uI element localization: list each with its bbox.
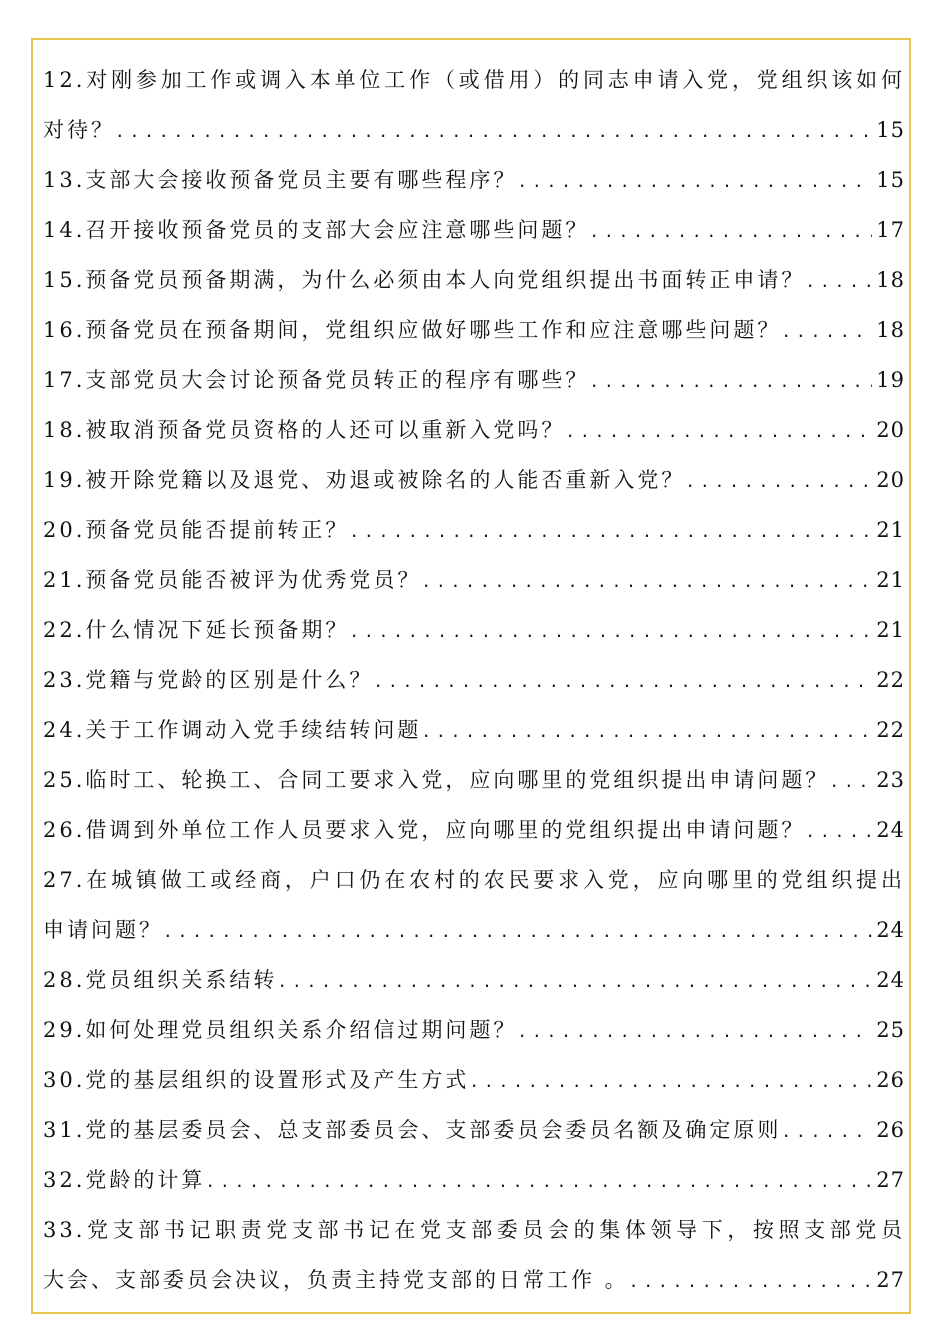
toc-dot-leader xyxy=(469,1057,872,1107)
toc-page-number: 21 xyxy=(876,518,905,542)
toc-dot-leader xyxy=(517,1007,872,1057)
toc-entry-last-line xyxy=(43,1055,905,1105)
toc-dot-leader xyxy=(629,1257,873,1307)
toc-page-number: 17 xyxy=(876,218,905,242)
toc-page-number: 26 xyxy=(876,1068,905,1092)
toc-dot-leader xyxy=(205,1157,872,1207)
toc-entry[interactable] xyxy=(43,505,905,555)
toc-entry-last-line xyxy=(43,805,905,855)
toc-entry-title: 17.支部党员大会讨论预备党员转正的程序有哪些？ xyxy=(43,368,590,392)
toc-page-number: 20 xyxy=(876,468,905,492)
toc-page-number: 24 xyxy=(876,818,905,842)
toc-page-number: 24 xyxy=(876,918,905,942)
toc-entry[interactable] xyxy=(43,1055,905,1105)
toc-entry[interactable] xyxy=(43,755,905,805)
toc-page-number: 21 xyxy=(876,568,905,592)
toc-entry-last-line xyxy=(43,355,905,405)
toc-dot-leader xyxy=(517,157,872,207)
toc-entry-last-line xyxy=(43,1155,905,1205)
toc-dot-leader xyxy=(115,107,872,157)
toc-entry-line xyxy=(43,55,905,105)
toc-entry-last-line xyxy=(43,555,905,605)
toc-entry-title: 14.召开接收预备党员的支部大会应注意哪些问题？ xyxy=(43,218,590,242)
toc-entry-title: 15.预备党员预备期满，为什么必须由本人向党组织提出书面转正申请？ xyxy=(43,268,806,292)
toc-entry-title: 28.党员组织关系结转 xyxy=(43,968,278,992)
toc-entry[interactable] xyxy=(43,455,905,505)
toc-entry-last-line xyxy=(43,405,905,455)
toc-page-number: 25 xyxy=(876,1018,905,1042)
toc-entry-title: 24.关于工作调动入党手续结转问题 xyxy=(43,718,422,742)
toc-page-number: 20 xyxy=(876,418,905,442)
toc-entry[interactable] xyxy=(43,855,905,955)
toc-entry[interactable] xyxy=(43,1205,905,1305)
toc-dot-leader xyxy=(829,757,872,807)
toc-page-number: 18 xyxy=(876,318,905,342)
toc-dot-leader xyxy=(781,307,872,357)
toc-entry[interactable] xyxy=(43,1005,905,1055)
toc-entry-title: 29.如何处理党员组织关系介绍信过期问题？ xyxy=(43,1018,518,1042)
toc-entry-last-line xyxy=(43,205,905,255)
toc-page-number: 22 xyxy=(876,668,905,692)
toc-entry-last-line xyxy=(43,755,905,805)
toc-entry-last-line xyxy=(43,105,905,155)
toc-entry-title: 23.党籍与党龄的区别是什么？ xyxy=(43,668,374,692)
toc-entry-title: 16.预备党员在预备期间，党组织应做好哪些工作和应注意哪些问题？ xyxy=(43,318,782,342)
toc-entry-last-line xyxy=(43,655,905,705)
toc-entry-title: 27.在城镇做工或经商，户口仍在农村的农民要求入党，应向哪里的党组织提出 xyxy=(43,868,905,892)
toc-entry-title: 18.被取消预备党员资格的人还可以重新入党吗？ xyxy=(43,418,566,442)
toc-entry-last-line xyxy=(43,905,905,955)
toc-page-number: 24 xyxy=(876,968,905,992)
toc-entry[interactable] xyxy=(43,1105,905,1155)
toc-entry[interactable] xyxy=(43,955,905,1005)
toc-entry-last-line xyxy=(43,705,905,755)
toc-entry-line xyxy=(43,855,905,905)
toc-dot-leader xyxy=(805,257,872,307)
toc-entry[interactable] xyxy=(43,255,905,305)
toc-entry[interactable] xyxy=(43,405,905,455)
toc-dot-leader xyxy=(565,407,872,457)
toc-entry-title: 22.什么情况下延长预备期？ xyxy=(43,618,350,642)
toc-entry[interactable] xyxy=(43,155,905,205)
toc-page-number: 27 xyxy=(876,1268,905,1292)
toc-page-number: 18 xyxy=(876,268,905,292)
toc-entry-title: 大会、支部委员会决议，负责主持党支部的日常工作 。 xyxy=(43,1268,629,1292)
toc-entry-last-line xyxy=(43,1255,905,1305)
toc-entry[interactable] xyxy=(43,355,905,405)
toc-entry-last-line xyxy=(43,155,905,205)
toc-dot-leader xyxy=(163,907,872,957)
toc-dot-leader xyxy=(421,557,872,607)
toc-entry-title: 33.党支部书记职责党支部书记在党支部委员会的集体领导下，按照支部党员 xyxy=(43,1218,905,1242)
toc-entry-last-line xyxy=(43,455,905,505)
toc-dot-leader xyxy=(349,507,872,557)
toc-dot-leader xyxy=(373,657,872,707)
toc-entry[interactable] xyxy=(43,205,905,255)
toc-dot-leader xyxy=(685,457,872,507)
toc-entry-title: 13.支部大会接收预备党员主要有哪些程序？ xyxy=(43,168,518,192)
toc-entry[interactable] xyxy=(43,805,905,855)
toc-dot-leader xyxy=(589,357,872,407)
toc-entry-last-line xyxy=(43,1005,905,1055)
toc-page-number: 19 xyxy=(876,368,905,392)
toc-entry[interactable] xyxy=(43,1155,905,1205)
toc-page-number: 27 xyxy=(876,1168,905,1192)
toc-page-number: 21 xyxy=(876,618,905,642)
toc-entry-title: 申请问题？ xyxy=(43,918,163,942)
toc-entry-title: 19.被开除党籍以及退党、劝退或被除名的人能否重新入党？ xyxy=(43,468,686,492)
toc-page-number: 23 xyxy=(876,768,905,792)
toc-entry-title: 30.党的基层组织的设置形式及产生方式 xyxy=(43,1068,470,1092)
toc-entry-last-line xyxy=(43,605,905,655)
toc-entry-title: 26.借调到外单位工作人员要求入党，应向哪里的党组织提出申请问题？ xyxy=(43,818,806,842)
toc-entry[interactable] xyxy=(43,605,905,655)
toc-entry-title: 32.党龄的计算 xyxy=(43,1168,206,1192)
toc-dot-leader xyxy=(781,1107,872,1157)
toc-dot-leader xyxy=(805,807,872,857)
toc-page-number: 22 xyxy=(876,718,905,742)
toc-entry-title: 对待？ xyxy=(43,118,115,142)
toc-entry[interactable] xyxy=(43,55,905,155)
toc-entry[interactable] xyxy=(43,705,905,755)
toc-page-number: 15 xyxy=(876,118,905,142)
toc-entry-last-line xyxy=(43,505,905,555)
toc-entry-line xyxy=(43,1205,905,1255)
toc-entry-last-line xyxy=(43,305,905,355)
toc-page-number: 15 xyxy=(876,168,905,192)
toc-entry-last-line xyxy=(43,255,905,305)
toc-entry-title: 31.党的基层委员会、总支部委员会、支部委员会委员名额及确定原则 xyxy=(43,1118,782,1142)
table-of-contents xyxy=(43,55,905,1305)
toc-entry-title: 21.预备党员能否被评为优秀党员？ xyxy=(43,568,422,592)
page-border xyxy=(31,38,911,1314)
toc-entry[interactable] xyxy=(43,555,905,605)
toc-entry[interactable] xyxy=(43,305,905,355)
toc-dot-leader xyxy=(277,957,872,1007)
toc-entry-last-line xyxy=(43,955,905,1005)
toc-entry-title: 25.临时工、轮换工、合同工要求入党，应向哪里的党组织提出申请问题？ xyxy=(43,768,830,792)
toc-entry[interactable] xyxy=(43,655,905,705)
toc-dot-leader xyxy=(421,707,872,757)
toc-entry-title: 12.对刚参加工作或调入本单位工作（或借用）的同志申请入党，党组织该如何 xyxy=(43,68,905,92)
toc-dot-leader xyxy=(349,607,872,657)
toc-dot-leader xyxy=(589,207,872,257)
toc-page-number: 26 xyxy=(876,1118,905,1142)
toc-entry-last-line xyxy=(43,1105,905,1155)
toc-entry-title: 20.预备党员能否提前转正？ xyxy=(43,518,350,542)
